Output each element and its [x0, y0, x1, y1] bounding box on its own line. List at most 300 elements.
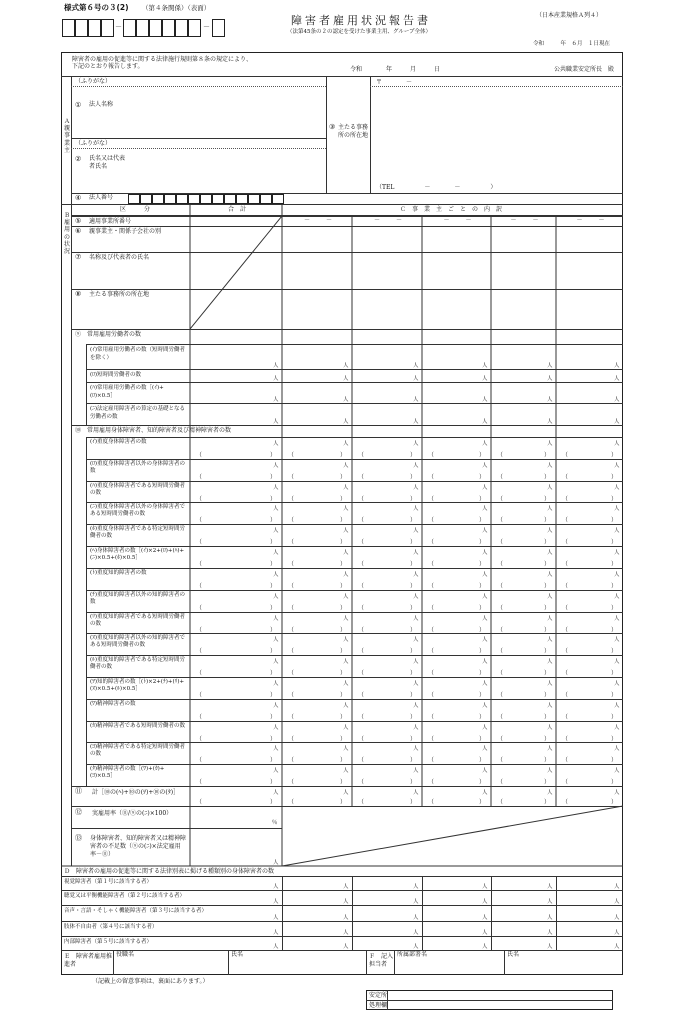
unit-person: 人	[482, 930, 488, 936]
paren-close: ）	[270, 648, 277, 655]
paren-close: ）	[410, 561, 417, 568]
corp-number-label: 法人番号	[89, 194, 114, 201]
page-title: 障害者雇用状況報告書	[291, 14, 431, 27]
corp-name-label[interactable]: 法人名称	[89, 101, 114, 108]
furigana-2: （ふりがな）	[75, 140, 112, 147]
unit-person: 人	[482, 363, 488, 369]
section-d-title: Ｄ 障害者の雇用の促進等に関する法律別表に掲げる種類別の身体障害者の数	[64, 868, 275, 875]
unit-person: 人	[273, 376, 279, 382]
unit-person: 人	[413, 463, 419, 469]
paren-open: （	[497, 779, 504, 786]
unit-person: 人	[343, 681, 349, 687]
paren-open: （	[497, 714, 504, 721]
unit-person: 人	[614, 594, 620, 600]
paren-open: （	[358, 736, 365, 743]
corp-number-digit[interactable]	[140, 194, 152, 204]
paren-open: （	[497, 539, 504, 546]
unit-person: 人	[547, 528, 553, 534]
paren-close: ）	[611, 627, 618, 634]
corp-number-digit[interactable]	[272, 194, 284, 204]
unit-person: 人	[547, 506, 553, 512]
paren-open: （	[288, 670, 295, 677]
paren-open: （	[196, 757, 203, 764]
paren-close: ）	[544, 583, 551, 590]
paren-close: ）	[544, 474, 551, 481]
unit-person: 人	[482, 397, 488, 403]
unit-person: 人	[614, 930, 620, 936]
paren-open: （	[288, 736, 295, 743]
paren-open: （	[288, 714, 295, 721]
paren-open: （	[497, 799, 504, 806]
paren-open: （	[196, 799, 203, 806]
unit-person: 人	[413, 944, 419, 950]
row10-item-label: (ｲ)重度身体障害者の数	[90, 439, 147, 445]
e-name: 氏名	[231, 951, 244, 958]
paren-close: ）	[340, 757, 347, 764]
office-label-1: 安定所	[369, 992, 388, 999]
unit-person: 人	[547, 944, 553, 950]
unit-person: 人	[343, 463, 349, 469]
unit-person: 人	[413, 528, 419, 534]
col-header-total: 合 計	[228, 206, 247, 213]
paren-close: ）	[479, 517, 486, 524]
paren-close: ）	[410, 736, 417, 743]
unit-person: 人	[614, 616, 620, 622]
paren-open: （	[358, 496, 365, 503]
office-label-2: 処理欄	[369, 1002, 388, 1009]
paren-close: ）	[544, 517, 551, 524]
paren-open: （	[196, 714, 203, 721]
paren-close: ）	[611, 799, 618, 806]
paren-open: （	[428, 779, 435, 786]
paren-open: （	[358, 670, 365, 677]
unit-person: 人	[273, 725, 279, 731]
unit-person: 人	[273, 746, 279, 752]
paren-open: （	[358, 692, 365, 699]
row10-item-label: (ﾄ)重度知的障害者の数	[90, 570, 147, 576]
paren-close: ）	[340, 539, 347, 546]
paren-close: ）	[340, 474, 347, 481]
paren-close: ）	[270, 799, 277, 806]
dash-mark: －	[465, 217, 472, 224]
paren-open: （	[288, 583, 295, 590]
unit-person: 人	[343, 441, 349, 447]
paren-open: （	[562, 736, 569, 743]
unit-person: 人	[343, 506, 349, 512]
corp-number-digit[interactable]	[212, 194, 224, 204]
unit-person: 人	[343, 572, 349, 578]
paren-close: ）	[544, 648, 551, 655]
tel-field[interactable]: （TEL － － ）	[376, 184, 497, 191]
unit-person: 人	[547, 746, 553, 752]
paren-open: （	[288, 474, 295, 481]
paren-open: （	[196, 648, 203, 655]
unit-person: 人	[547, 703, 553, 709]
corp-number-digit[interactable]	[188, 194, 200, 204]
unit-person: 人	[482, 572, 488, 578]
paren-open: （	[196, 561, 203, 568]
paren-open: （	[358, 517, 365, 524]
unit-person: 人	[482, 506, 488, 512]
unit-person: 人	[343, 637, 349, 643]
unit-person: 人	[614, 768, 620, 774]
row-top-label: 主たる事務所の所在地	[89, 291, 150, 298]
paren-open: （	[428, 561, 435, 568]
unit-person: 人	[482, 725, 488, 731]
paren-close: ）	[410, 757, 417, 764]
paren-close: ）	[410, 692, 417, 699]
paren-open: （	[497, 496, 504, 503]
paren-open: （	[562, 779, 569, 786]
unit-person: 人	[413, 768, 419, 774]
unit-person: 人	[413, 441, 419, 447]
paren-open: （	[497, 561, 504, 568]
paren-close: ）	[270, 517, 277, 524]
paren-open: （	[196, 779, 203, 786]
section-a-label: Ａ 親事業主	[64, 118, 77, 154]
row9-item-label: (ｲ)常用雇用労働者の数（短時間労働者を除く）	[90, 347, 186, 361]
row10-item-label: (ﾘ)重度知的障害者である短時間労働者の数	[90, 614, 186, 628]
unit-person: 人	[614, 659, 620, 665]
unit-person: 人	[614, 485, 620, 491]
row13-unit: 人	[273, 860, 279, 866]
unit-person: 人	[413, 637, 419, 643]
paren-open: （	[562, 670, 569, 677]
footer-note: （記載上の留意事項は、裏面にあります。）	[92, 978, 209, 985]
unit-person: 人	[482, 915, 488, 921]
paren-close: ）	[544, 757, 551, 764]
paren-close: ）	[544, 799, 551, 806]
paren-open: （	[562, 452, 569, 459]
f-label: Ｆ 記入担当者	[369, 953, 394, 969]
unit-person: 人	[482, 637, 488, 643]
unit-person: 人	[343, 899, 349, 905]
unit-person: 人	[413, 376, 419, 382]
paren-open: （	[428, 736, 435, 743]
paren-open: （	[497, 627, 504, 634]
paren-close: ）	[410, 670, 417, 677]
unit-person: 人	[482, 899, 488, 905]
paren-open: （	[358, 605, 365, 612]
paren-close: ）	[479, 670, 486, 677]
unit-person: 人	[482, 884, 488, 890]
paren-open: （	[288, 627, 295, 634]
unit-person: 人	[482, 790, 488, 796]
paren-close: ）	[340, 736, 347, 743]
unit-person: 人	[413, 884, 419, 890]
row10-item-label: (ﾖ)精神障害者である特定短時間労働者の数	[90, 744, 186, 758]
unit-person: 人	[343, 725, 349, 731]
unit-person: 人	[273, 944, 279, 950]
unit-person: 人	[482, 616, 488, 622]
unit-person: 人	[273, 485, 279, 491]
paren-close: ）	[611, 474, 618, 481]
paren-close: ）	[611, 714, 618, 721]
unit-person: 人	[547, 594, 553, 600]
paren-open: （	[196, 517, 203, 524]
paren-open: （	[562, 692, 569, 699]
unit-person: 人	[343, 616, 349, 622]
unit-person: 人	[413, 419, 419, 425]
row10-item-label: (ｦ)知的障害者の数［(ﾄ)×2+(ﾁ)+(ﾘ)+(ﾇ)×0.5+(ﾙ)×0.5］	[90, 679, 185, 693]
paren-close: ）	[340, 496, 347, 503]
paren-open: （	[497, 670, 504, 677]
corp-number-digit[interactable]	[164, 194, 176, 204]
col-header-kubun: 区 分	[120, 206, 151, 213]
paren-close: ）	[544, 692, 551, 699]
paren-open: （	[562, 561, 569, 568]
unit-person: 人	[273, 930, 279, 936]
paren-close: ）	[479, 496, 486, 503]
corp-number-digit[interactable]	[200, 194, 212, 204]
postal-code[interactable]: 〒 －	[376, 79, 413, 86]
corp-name-no: ①	[75, 101, 82, 109]
paren-close: ）	[544, 496, 551, 503]
intro-date: 令和 年 月 日	[350, 66, 441, 73]
unit-person: 人	[413, 550, 419, 556]
paren-close: ）	[479, 539, 486, 546]
dash-mark: －	[510, 217, 517, 224]
e-post: 役職名	[116, 951, 135, 958]
unit-person: 人	[343, 659, 349, 665]
paren-close: ）	[270, 757, 277, 764]
row10-item-label: (ｶ)精神障害者である短時間労働者の数	[90, 723, 186, 729]
paren-open: （	[428, 496, 435, 503]
dash-1: －	[115, 23, 122, 31]
row9-item-label: (ﾆ)法定雇用障害者の算定の基礎となる労働者の数	[90, 406, 186, 420]
paren-open: （	[288, 539, 295, 546]
paren-open: （	[428, 670, 435, 677]
paren-open: （	[196, 583, 203, 590]
paren-close: ）	[410, 799, 417, 806]
unit-person: 人	[273, 681, 279, 687]
intro-text-2: 下記のとおり報告します。	[72, 63, 144, 70]
paren-close: ）	[340, 670, 347, 677]
paren-close: ）	[479, 692, 486, 699]
corp-number-digit[interactable]	[236, 194, 248, 204]
form-note: （第４条関係）（表面）	[142, 4, 211, 12]
dash-mark: －	[374, 217, 381, 224]
paren-close: ）	[270, 692, 277, 699]
corp-number-digit[interactable]	[176, 194, 188, 204]
unit-person: 人	[273, 463, 279, 469]
paren-open: （	[497, 474, 504, 481]
dash-mark: －	[326, 217, 333, 224]
paren-open: （	[497, 736, 504, 743]
paren-open: （	[196, 692, 203, 699]
unit-person: 人	[482, 746, 488, 752]
unit-person: 人	[413, 899, 419, 905]
paren-close: ）	[410, 714, 417, 721]
unit-person: 人	[413, 790, 419, 796]
paren-open: （	[562, 627, 569, 634]
paren-close: ）	[410, 627, 417, 634]
rep-label[interactable]: 氏名又は代表者氏名	[89, 155, 126, 170]
paren-close: ）	[479, 736, 486, 743]
section-d-row-label: 音声・言語・そしゃく機能障害者（第３号に該当する者）	[64, 908, 208, 914]
paren-open: （	[196, 539, 203, 546]
paren-open: （	[497, 517, 504, 524]
paren-open: （	[562, 605, 569, 612]
paren-open: （	[562, 539, 569, 546]
corp-number-digit[interactable]	[152, 194, 164, 204]
dash-2: －	[203, 23, 210, 31]
unit-person: 人	[482, 376, 488, 382]
paren-close: ）	[410, 605, 417, 612]
paren-open: （	[428, 799, 435, 806]
dash-mark: －	[443, 217, 450, 224]
unit-person: 人	[273, 616, 279, 622]
paren-close: ）	[544, 714, 551, 721]
paren-open: （	[196, 736, 203, 743]
paren-close: ）	[479, 605, 486, 612]
dash-mark: －	[576, 217, 583, 224]
paren-open: （	[288, 692, 295, 699]
paren-open: （	[288, 605, 295, 612]
unit-person: 人	[547, 363, 553, 369]
unit-person: 人	[273, 790, 279, 796]
unit-person: 人	[614, 915, 620, 921]
unit-person: 人	[413, 594, 419, 600]
corp-number-digit[interactable]	[224, 194, 236, 204]
unit-person: 人	[413, 681, 419, 687]
paren-close: ）	[611, 757, 618, 764]
diagonal-cross-total	[190, 216, 282, 329]
paren-open: （	[196, 496, 203, 503]
paren-open: （	[428, 605, 435, 612]
unit-person: 人	[343, 746, 349, 752]
row10-label: ⑩ 常用雇用身体障害者、知的障害者及び精神障害者の数	[75, 427, 232, 434]
unit-person: 人	[614, 397, 620, 403]
paren-open: （	[196, 627, 203, 634]
paren-close: ）	[611, 452, 618, 459]
unit-person: 人	[547, 930, 553, 936]
paren-close: ）	[611, 779, 618, 786]
paren-close: ）	[270, 627, 277, 634]
paren-close: ）	[544, 779, 551, 786]
row10-item-label: (ﾊ)重度身体障害者である短時間労働者の数	[90, 483, 186, 497]
unit-person: 人	[273, 397, 279, 403]
unit-person: 人	[273, 363, 279, 369]
col-header-c: Ｃ 事 業 主 ご と の 内 訳	[400, 206, 503, 213]
unit-person: 人	[343, 768, 349, 774]
unit-person: 人	[343, 528, 349, 534]
unit-person: 人	[413, 746, 419, 752]
unit-person: 人	[482, 659, 488, 665]
unit-person: 人	[482, 485, 488, 491]
paren-open: （	[358, 757, 365, 764]
paren-close: ）	[270, 736, 277, 743]
unit-person: 人	[614, 944, 620, 950]
paren-close: ）	[270, 496, 277, 503]
paren-open: （	[428, 452, 435, 459]
paren-open: （	[562, 648, 569, 655]
unit-person: 人	[547, 899, 553, 905]
paren-close: ）	[479, 648, 486, 655]
paren-close: ）	[410, 539, 417, 546]
unit-person: 人	[413, 915, 419, 921]
unit-person: 人	[343, 397, 349, 403]
unit-person: 人	[547, 616, 553, 622]
corp-number-digit[interactable]	[248, 194, 260, 204]
unit-person: 人	[413, 572, 419, 578]
paren-open: （	[497, 452, 504, 459]
unit-person: 人	[614, 419, 620, 425]
paren-close: ）	[340, 714, 347, 721]
paren-close: ）	[340, 627, 347, 634]
unit-person: 人	[413, 725, 419, 731]
paren-open: （	[288, 799, 295, 806]
unit-person: 人	[482, 768, 488, 774]
paren-close: ）	[611, 583, 618, 590]
paren-open: （	[358, 799, 365, 806]
unit-person: 人	[614, 884, 620, 890]
paren-close: ）	[611, 670, 618, 677]
unit-person: 人	[413, 506, 419, 512]
unit-person: 人	[547, 659, 553, 665]
unit-person: 人	[614, 681, 620, 687]
unit-person: 人	[273, 572, 279, 578]
unit-person: 人	[547, 397, 553, 403]
f-dept: 所属部署名	[397, 951, 428, 958]
unit-person: 人	[343, 944, 349, 950]
paren-open: （	[428, 583, 435, 590]
section-d-row-label: 内部障害者（第５号に該当する者）	[64, 939, 153, 945]
paren-close: ）	[544, 452, 551, 459]
paren-open: （	[358, 627, 365, 634]
paren-close: ）	[410, 496, 417, 503]
row13-label: 身体障害者、知的障害者又は精神障害者の不足数（⑨の(ﾆ)×法定雇用率－⑪）	[90, 835, 187, 858]
paren-open: （	[497, 605, 504, 612]
unit-person: 人	[547, 376, 553, 382]
paren-close: ）	[544, 670, 551, 677]
unit-person: 人	[343, 703, 349, 709]
furigana-1: （ふりがな）	[75, 78, 112, 85]
corp-number-digit[interactable]	[260, 194, 272, 204]
paren-close: ）	[270, 583, 277, 590]
section-d-row-label: 視覚障害者（第１号に該当する者）	[64, 879, 153, 885]
section-d-row-label: 聴覚又は平衡機能障害者（第２号に該当する者）	[64, 893, 186, 899]
paren-close: ）	[611, 605, 618, 612]
unit-person: 人	[273, 506, 279, 512]
paren-open: （	[288, 452, 295, 459]
row12-no: ⑫	[75, 808, 82, 816]
paren-open: （	[358, 452, 365, 459]
corp-number-digit[interactable]	[128, 194, 140, 204]
row-top-no: ⑦	[75, 253, 82, 261]
row11-label: 計［⑩の(ﾍ)+⑩の(ｦ)+⑩の(ﾀ)］	[92, 789, 180, 796]
paren-open: （	[428, 714, 435, 721]
unit-person: 人	[273, 637, 279, 643]
unit-person: 人	[343, 485, 349, 491]
row10-item-label: (ﾆ)重度身体障害者以外の身体障害者である短時間労働者の数	[90, 504, 186, 518]
row10-item-label: (ﾜ)精神障害者の数	[90, 701, 136, 707]
unit-person: 人	[547, 419, 553, 425]
section-d-row-label: 肢体不自由者（第４号に該当する者）	[64, 924, 158, 930]
paren-close: ）	[410, 517, 417, 524]
paren-close: ）	[270, 670, 277, 677]
paren-close: ）	[611, 496, 618, 503]
unit-person: 人	[547, 572, 553, 578]
rep-no: ②	[75, 155, 82, 163]
paren-open: （	[358, 561, 365, 568]
unit-person: 人	[614, 376, 620, 382]
unit-person: 人	[482, 528, 488, 534]
unit-person: 人	[343, 915, 349, 921]
unit-person: 人	[614, 725, 620, 731]
paren-open: （	[497, 692, 504, 699]
paren-open: （	[358, 583, 365, 590]
